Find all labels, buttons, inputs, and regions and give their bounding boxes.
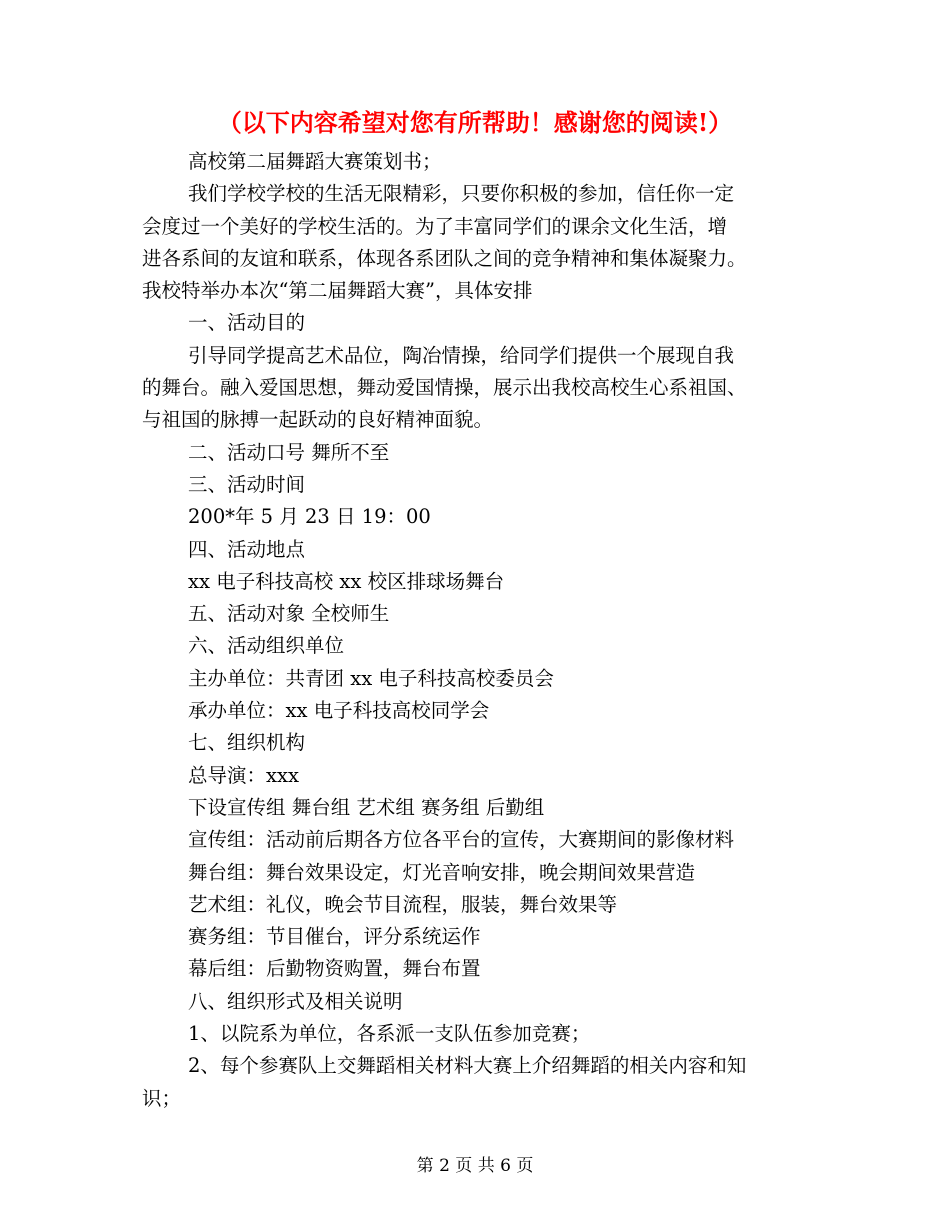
header-banner: （以下内容希望对您有所帮助！感谢您的阅读!） (217, 108, 733, 137)
event-time: 200*年 5 月 23 日 19：00 (188, 505, 431, 529)
section-time-title: 三、活动时间 (188, 472, 306, 496)
document-title: 高校第二届舞蹈大赛策划书； (188, 150, 442, 173)
rule-2-line-2: 识； (142, 1086, 182, 1110)
purpose-line-1: 引导同学提高艺术品位，陶冶情操，给同学们提供一个展现自我 (188, 343, 735, 367)
group-publicity: 宣传组：活动前后期各方位各平台的宣传，大赛期间的影像材料 (188, 828, 735, 852)
intro-line-1: 我们学校学校的生活无限精彩，只要你积极的参加，信任你一定 (188, 182, 735, 206)
intro-line-4: 我校特举办本次“第二届舞蹈大赛”，具体安排 (142, 279, 533, 303)
purpose-line-3: 与祖国的脉搏一起跃动的良好精神面貌。 (142, 408, 494, 432)
group-list: 下设宣传组 舞台组 艺术组 赛务组 后勤组 (188, 795, 545, 819)
section-audience: 五、活动对象 全校师生 (188, 602, 390, 626)
intro-line-3: 进各系间的友谊和联系，体现各系团队之间的竞争精神和集体凝聚力。 (142, 246, 747, 270)
organizer-unit: 承办单位：xx 电子科技高校同学会 (188, 699, 490, 723)
event-venue: xx 电子科技高校 xx 校区排球场舞台 (188, 569, 505, 593)
group-stage: 舞台组：舞台效果设定，灯光音响安排，晚会期间效果营造 (188, 860, 696, 884)
group-art: 艺术组：礼仪，晚会节目流程，服装，舞台效果等 (188, 892, 618, 916)
section-organization-title: 七、组织机构 (188, 731, 306, 755)
group-affairs: 赛务组：节目催台，评分系统运作 (188, 925, 481, 949)
purpose-line-2: 的舞台。融入爱国思想，舞动爱国情操，展示出我校高校生心系祖国、 (142, 376, 747, 400)
section-purpose-title: 一、活动目的 (188, 311, 306, 335)
document-body (142, 146, 808, 1115)
host-unit: 主办单位：共青团 xx 电子科技高校委员会 (188, 666, 554, 690)
rule-2-line-1: 2、每个参赛队上交舞蹈相关材料大赛上介绍舞蹈的相关内容和知 (188, 1054, 747, 1078)
section-units-title: 六、活动组织单位 (188, 634, 345, 658)
section-format-title: 八、组织形式及相关说明 (188, 989, 403, 1013)
group-backstage: 幕后组：后勤物资购置，舞台布置 (188, 957, 481, 981)
rule-1: 1、以院系为单位，各系派一支队伍参加竞赛； (188, 1022, 591, 1046)
section-venue-title: 四、活动地点 (188, 537, 306, 561)
intro-line-2: 会度过一个美好的学校生活的。为了丰富同学们的课余文化生活，增 (142, 214, 728, 238)
page-footer: 第 2 页 共 6 页 (416, 1156, 534, 1176)
director: 总导演：xxx (188, 763, 299, 787)
section-slogan: 二、活动口号 舞所不至 (188, 440, 390, 464)
